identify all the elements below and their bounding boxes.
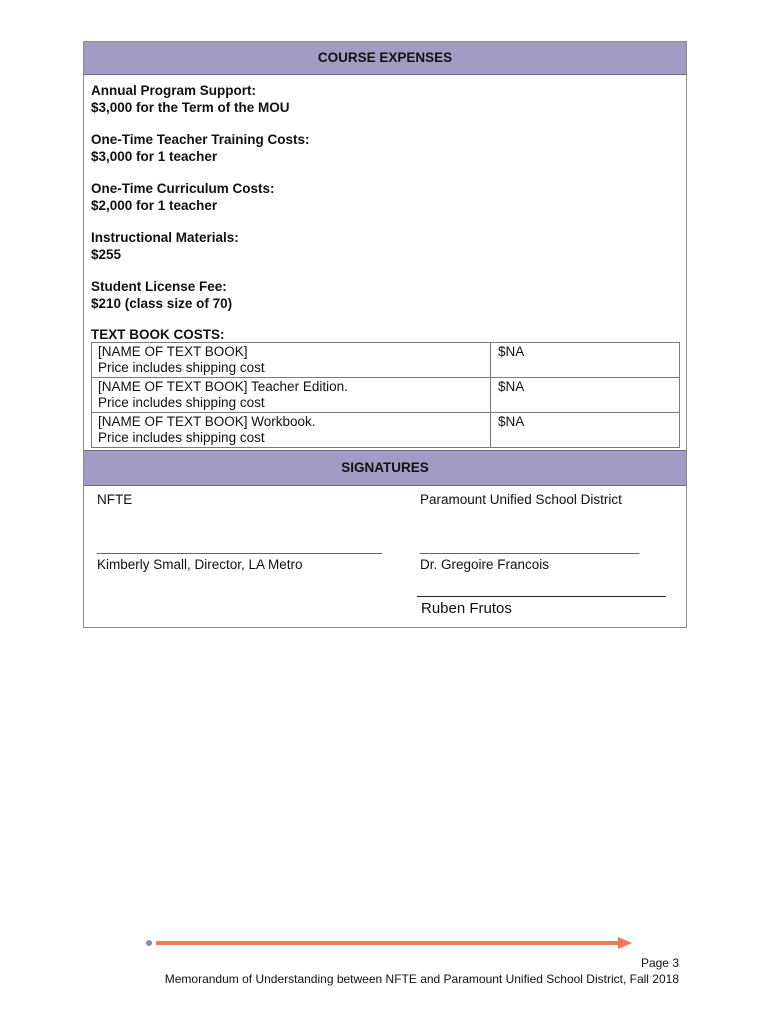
textbook-note: Price includes shipping cost xyxy=(98,360,265,375)
nfte-signature-line: _______________________________________ xyxy=(97,539,383,554)
textbook-cell xyxy=(92,413,491,448)
textbook-name: [NAME OF TEXT BOOK] xyxy=(98,344,248,359)
second-signer-name: Ruben Frutos xyxy=(421,600,512,617)
textbook-price: $NA xyxy=(491,378,680,413)
signatures-header: SIGNATURES xyxy=(84,450,686,486)
textbook-note: Price includes shipping cost xyxy=(98,395,265,410)
teacher-training-costs xyxy=(91,131,310,165)
textbook-costs-heading: TEXT BOOK COSTS: xyxy=(91,327,225,342)
page-number: Page 3 xyxy=(640,956,679,970)
expense-value: $210 (class size of 70) xyxy=(91,296,233,311)
expense-value: $2,000 for 1 teacher xyxy=(91,198,218,213)
expense-label: Student License Fee: xyxy=(91,279,227,294)
course-expenses-header: COURSE EXPENSES xyxy=(84,42,686,75)
table-row xyxy=(92,378,680,413)
instructional-materials xyxy=(91,229,239,263)
textbook-price: $NA xyxy=(491,413,680,448)
annual-program-support xyxy=(91,82,290,116)
mou-page-content xyxy=(83,41,687,628)
textbook-cell xyxy=(92,343,491,378)
textbook-price: $NA xyxy=(491,343,680,378)
expense-value: $3,000 for 1 teacher xyxy=(91,149,218,164)
nfte-signer-name: Kimberly Small, Director, LA Metro xyxy=(97,557,303,572)
textbook-note: Price includes shipping cost xyxy=(98,430,265,445)
footer-dot-icon xyxy=(146,940,152,946)
textbook-name: [NAME OF TEXT BOOK] Teacher Edition. xyxy=(98,379,348,394)
textbook-name: [NAME OF TEXT BOOK] Workbook. xyxy=(98,414,316,429)
pusd-org-label: Paramount Unified School District xyxy=(420,492,622,507)
expense-label: One-Time Curriculum Costs: xyxy=(91,181,275,196)
table-row xyxy=(92,413,680,448)
table-row xyxy=(92,343,680,378)
student-license-fee xyxy=(91,278,232,312)
expense-label: Annual Program Support: xyxy=(91,83,256,98)
expense-value: $3,000 for the Term of the MOU xyxy=(91,100,290,115)
footer-document-title: Memorandum of Understanding between NFTE and Paramount Unified School District, Fall 2018 xyxy=(164,972,679,986)
footer-arrowhead-icon xyxy=(618,937,632,949)
expense-label: Instructional Materials: xyxy=(91,230,239,245)
pusd-signer-name: Dr. Gregoire Francois xyxy=(420,557,550,572)
textbook-costs-table xyxy=(91,342,680,448)
textbook-cell xyxy=(92,378,491,413)
pusd-signature-line: ______________________________ xyxy=(420,539,640,554)
footer-arrow-decoration xyxy=(146,935,636,951)
expense-label: One-Time Teacher Training Costs: xyxy=(91,132,310,147)
second-signature-line xyxy=(417,596,666,597)
nfte-org-label: NFTE xyxy=(97,492,133,507)
expense-value: $255 xyxy=(91,247,122,262)
curriculum-costs xyxy=(91,180,275,214)
